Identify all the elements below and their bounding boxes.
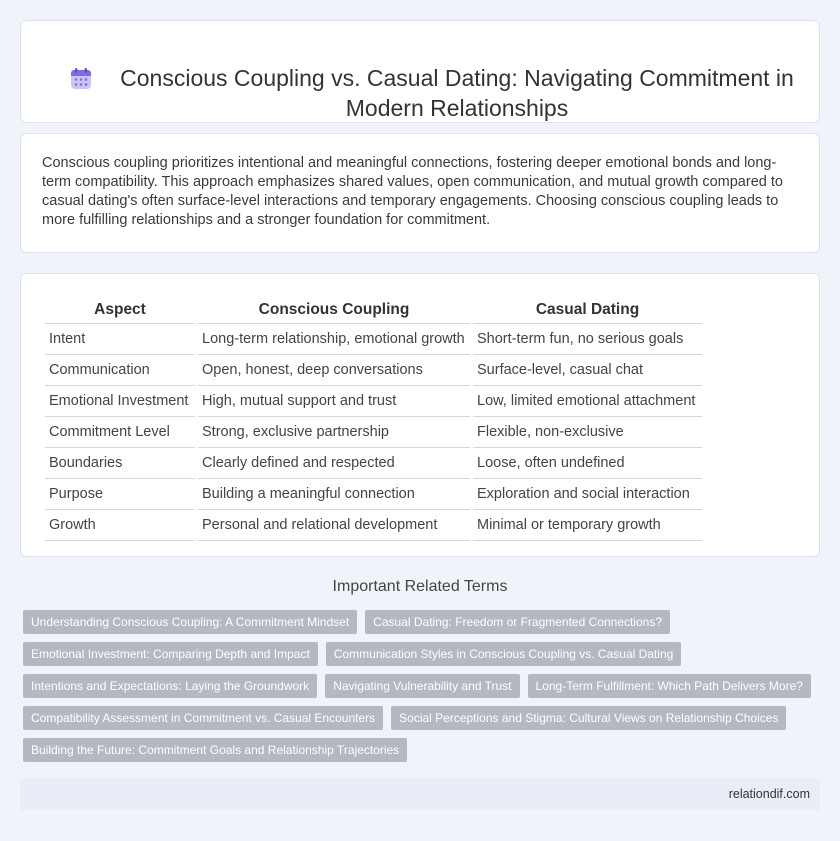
cell-conscious-coupling: High, mutual support and trust [198, 386, 470, 417]
related-term-tag[interactable]: Communication Styles in Conscious Coupling vs. Casual Dating [326, 642, 682, 666]
related-term-tag[interactable]: Navigating Vulnerability and Trust [325, 674, 519, 698]
related-term-tag[interactable]: Long-Term Fulfillment: Which Path Delivers More? [528, 674, 811, 698]
related-term-tag[interactable]: Intentions and Expectations: Laying the Groundwork [23, 674, 317, 698]
calendar-icon [69, 67, 93, 91]
table-row [45, 324, 702, 355]
cell-conscious-coupling: Building a meaningful connection [198, 479, 470, 510]
cell-aspect: Boundaries [45, 448, 195, 479]
comparison-table [42, 297, 705, 541]
intro-paragraph: Conscious coupling prioritizes intentional and meaningful connections, fostering deeper emotional bonds and long-term compatibility. This approach emphasizes shared values, open communication, and mutual growth compared to casual dating's often surface-level interactions and temporary engagements. Choosing conscious coupling leads to more fulfilling relationships and a stronger foundation for commitment. [42, 155, 783, 228]
cell-casual-dating: Minimal or temporary growth [473, 510, 702, 541]
cell-casual-dating: Flexible, non-exclusive [473, 417, 702, 448]
cell-aspect: Communication [45, 355, 195, 386]
cell-casual-dating: Exploration and social interaction [473, 479, 702, 510]
related-terms-heading: Important Related Terms [332, 578, 508, 595]
header-casual-dating: Casual Dating [473, 297, 702, 324]
table-row [45, 386, 702, 417]
related-term-tag[interactable]: Building the Future: Commitment Goals and Relationship Trajectories [23, 738, 407, 762]
cell-aspect: Emotional Investment [45, 386, 195, 417]
table-row [45, 448, 702, 479]
cell-aspect: Growth [45, 510, 195, 541]
cell-conscious-coupling: Personal and relational development [198, 510, 470, 541]
page-title: Conscious Coupling vs. Casual Dating: Navigating Commitment in Modern Relationships [120, 65, 794, 121]
intro-card [20, 133, 820, 253]
cell-conscious-coupling: Clearly defined and respected [198, 448, 470, 479]
related-term-tag[interactable]: Emotional Investment: Comparing Depth and Impact [23, 642, 318, 666]
related-term-tag[interactable]: Casual Dating: Freedom or Fragmented Connections? [365, 610, 670, 634]
cell-aspect: Intent [45, 324, 195, 355]
cell-aspect: Commitment Level [45, 417, 195, 448]
cell-conscious-coupling: Strong, exclusive partnership [198, 417, 470, 448]
table-row [45, 417, 702, 448]
cell-casual-dating: Loose, often undefined [473, 448, 702, 479]
related-term-tag[interactable]: Social Perceptions and Stigma: Cultural Views on Relationship Choices [391, 706, 786, 730]
cell-casual-dating: Short-term fun, no serious goals [473, 324, 702, 355]
cell-aspect: Purpose [45, 479, 195, 510]
cell-conscious-coupling: Long-term relationship, emotional growth [198, 324, 470, 355]
header-conscious-coupling: Conscious Coupling [198, 297, 470, 324]
cell-conscious-coupling: Open, honest, deep conversations [198, 355, 470, 386]
site-name[interactable]: relationdif.com [728, 787, 810, 801]
related-term-tag[interactable]: Compatibility Assessment in Commitment vs. Casual Encounters [23, 706, 383, 730]
table-row [45, 479, 702, 510]
related-term-tag[interactable]: Understanding Conscious Coupling: A Commitment Mindset [23, 610, 357, 634]
cell-casual-dating: Low, limited emotional attachment [473, 386, 702, 417]
table-row [45, 510, 702, 541]
table-row [45, 355, 702, 386]
comparison-card [20, 273, 820, 557]
related-terms-list [23, 610, 823, 770]
table-header-row [45, 297, 702, 324]
footer [20, 778, 820, 810]
title-card [20, 20, 820, 123]
cell-casual-dating: Surface-level, casual chat [473, 355, 702, 386]
header-aspect: Aspect [45, 297, 195, 324]
